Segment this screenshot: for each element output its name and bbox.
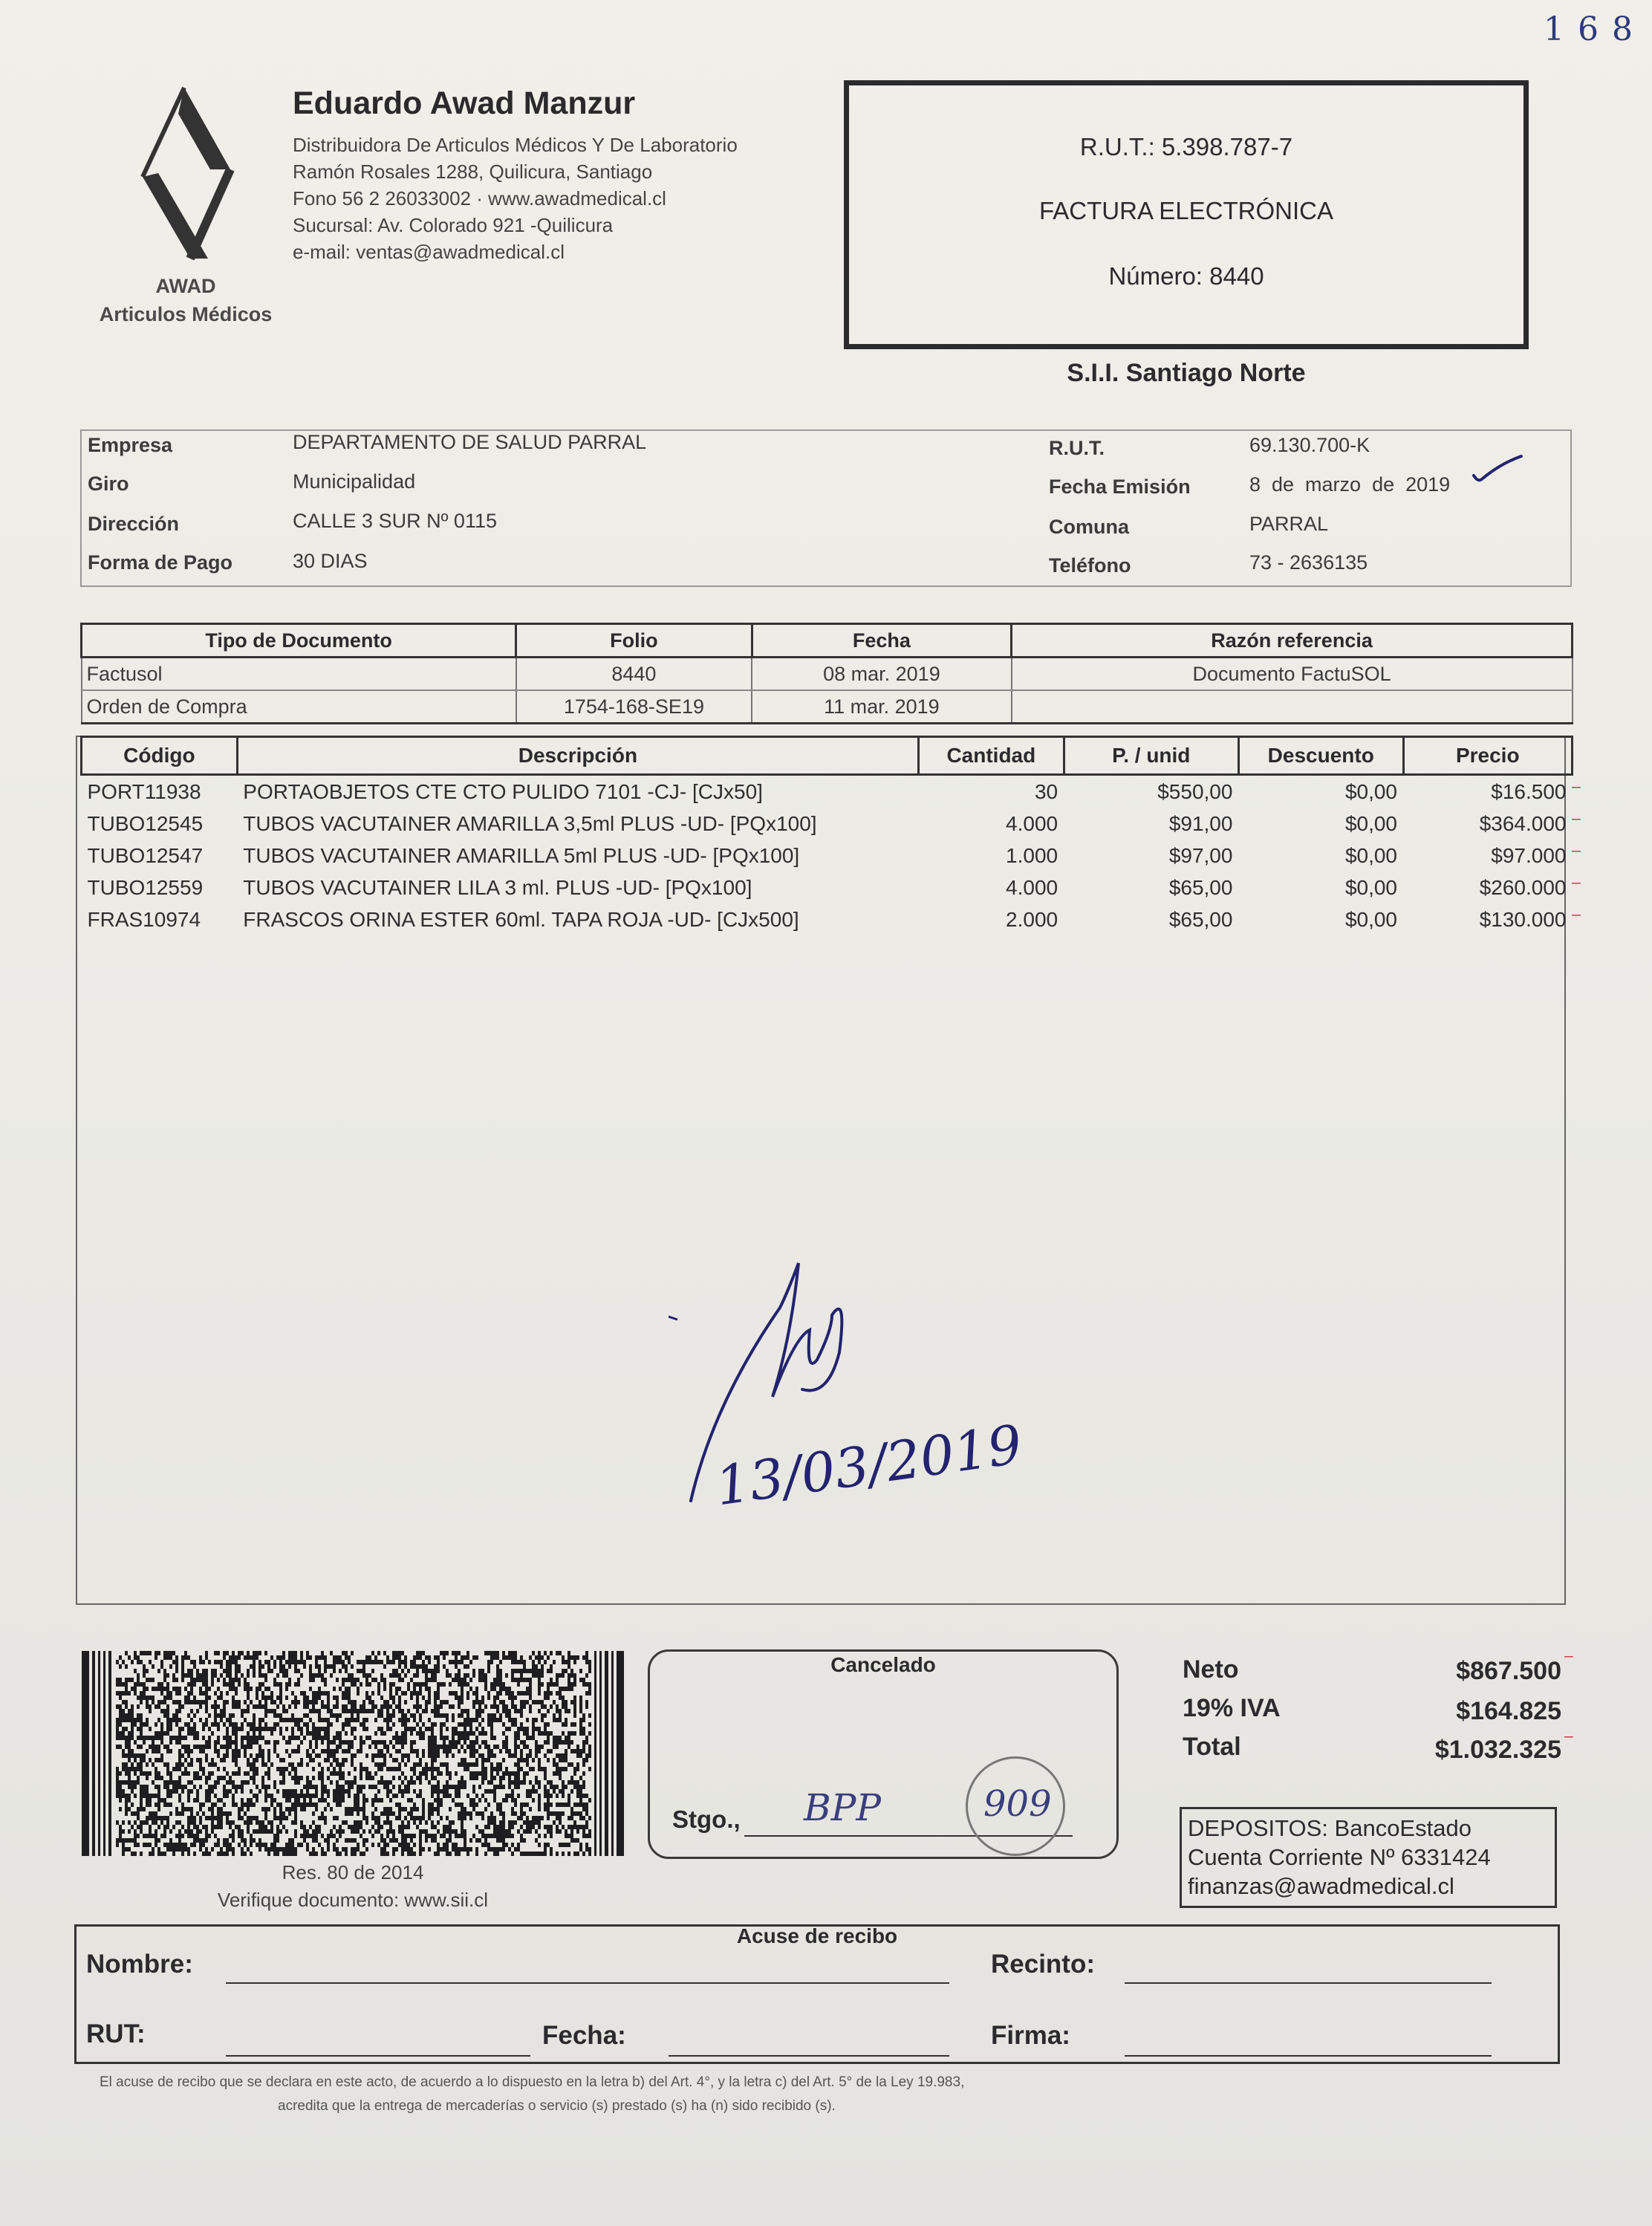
item-discount: $0,00	[1344, 811, 1398, 835]
item-description: TUBOS VACUTAINER AMARILLA 5ml PLUS -UD- [PQx100]	[243, 843, 800, 867]
resolution-text: Res. 80 de 2014	[282, 1861, 424, 1883]
telefono-value: 73 - 2636135	[1249, 551, 1368, 574]
company-line: Fono 56 2 26033002 · www.awadmedical.cl	[293, 187, 666, 210]
deposit-account: Cuenta Corriente Nº 6331424	[1188, 1844, 1491, 1870]
items-table	[80, 736, 1573, 935]
item-quantity: 2.000	[1006, 907, 1058, 931]
company-name: Eduardo Awad Manzur	[293, 85, 636, 121]
ref-cell: 08 mar. 2019	[752, 658, 1011, 691]
recinto-label: Recinto:	[991, 1950, 1095, 1979]
verify-text: Verifique documento: www.sii.cl	[217, 1889, 489, 1911]
ref-cell: 11 mar. 2019	[752, 690, 1011, 724]
deposit-bank: DEPOSITOS: BancoEstado	[1188, 1815, 1471, 1841]
item-unit-price: $91,00	[1168, 811, 1233, 835]
item-discount: $0,00	[1344, 875, 1398, 899]
total-label: Total	[1183, 1733, 1241, 1761]
table-row	[82, 903, 1573, 935]
company-line: Distribuidora De Articulos Médicos Y De Laboratorio	[293, 134, 738, 156]
item-unit-price: $550,00	[1157, 779, 1233, 803]
item-discount: $0,00	[1344, 779, 1398, 803]
nombre-label: Nombre:	[86, 1950, 193, 1979]
firma-label: Firma:	[991, 2021, 1070, 2050]
logo-text-awad: AWAD	[155, 275, 216, 297]
company-logo	[132, 80, 244, 266]
item-code: TUBO12559	[87, 875, 204, 899]
deposit-email: finanzas@awadmedical.cl	[1188, 1873, 1454, 1899]
item-price: $97.000	[1491, 843, 1567, 867]
red-tick-icon: ⁻	[1563, 1729, 1575, 1753]
item-quantity: 4.000	[1006, 875, 1058, 899]
item-code: FRAS10974	[87, 907, 201, 931]
neto-label: Neto	[1183, 1655, 1239, 1684]
items-header: Precio	[1403, 737, 1572, 775]
item-quantity: 1.000	[1006, 843, 1058, 867]
item-description: TUBOS VACUTAINER AMARILLA 3,5ml PLUS -UD- [PQx100]	[243, 811, 817, 835]
red-tick-icon: ⁻	[1570, 875, 1582, 900]
red-tick-icon: ⁻	[1570, 779, 1582, 804]
item-code: PORT11938	[87, 779, 201, 803]
items-header: Código	[82, 737, 238, 775]
item-unit-price: $65,00	[1168, 875, 1233, 899]
pdf417-barcode	[82, 1651, 624, 1856]
handwritten-initials: BPP	[804, 1786, 882, 1829]
handwritten-number: 909	[983, 1783, 1052, 1825]
item-code: TUBO12547	[87, 843, 204, 867]
red-tick-icon: ⁻	[1570, 907, 1582, 932]
firma-line	[1125, 2055, 1492, 2057]
table-row	[82, 808, 1573, 840]
company-line: Sucursal: Av. Colorado 921 -Quilicura	[293, 214, 614, 236]
ref-header: Razón referencia	[1012, 624, 1573, 658]
empresa-label: Empresa	[88, 434, 173, 456]
iva-value: $164.825	[1456, 1697, 1561, 1725]
logo-text-subtitle: Articulos Médicos	[99, 303, 273, 325]
ref-cell: Documento FactuSOL	[1012, 658, 1573, 691]
ref-cell: 1754-168-SE19	[516, 690, 752, 724]
acuse-title: Acuse de recibo	[736, 1924, 898, 1947]
table-row	[82, 658, 1573, 691]
telefono-label: Teléfono	[1049, 554, 1131, 577]
giro-label: Giro	[88, 473, 129, 495]
ref-header: Folio	[516, 624, 752, 658]
document-number: Número: 8440	[1108, 262, 1264, 290]
cancelled-title: Cancelado	[830, 1653, 936, 1676]
item-quantity: 30	[1034, 779, 1058, 803]
fecha-line	[669, 2055, 949, 2057]
fecha-emision-label: Fecha Emisión	[1049, 476, 1191, 498]
giro-value: Municipalidad	[293, 470, 416, 493]
forma-pago-label: Forma de Pago	[88, 551, 233, 574]
item-discount: $0,00	[1344, 907, 1398, 931]
handwritten-date: 13/03/2019	[712, 1412, 1026, 1518]
item-quantity: 4.000	[1006, 811, 1058, 835]
stgo-label: Stgo.,	[672, 1805, 741, 1833]
table-row	[82, 690, 1573, 724]
deposit-info-box	[1180, 1807, 1557, 1908]
company-line: e-mail: ventas@awadmedical.cl	[293, 241, 565, 263]
client-rut-value: 69.130.700-K	[1249, 434, 1370, 456]
table-row	[82, 872, 1573, 903]
item-unit-price: $97,00	[1168, 843, 1233, 867]
comuna-label: Comuna	[1049, 516, 1129, 538]
forma-pago-value: 30 DIAS	[293, 550, 368, 572]
checkmark-icon	[1471, 453, 1524, 486]
rut-label: RUT:	[86, 2019, 146, 2048]
neto-value: $867.500	[1456, 1657, 1561, 1685]
item-price: $16.500	[1491, 779, 1567, 803]
items-header: Cantidad	[919, 737, 1064, 775]
legal-footer-line: El acuse de recibo que se declara en este acto, de acuerdo a lo dispuesto en la letra b) del Art. 4°, y la letra c) del Art. 5° de la Ley 19.983,	[100, 2074, 965, 2090]
item-description: TUBOS VACUTAINER LILA 3 ml. PLUS -UD- [PQx100]	[243, 875, 752, 899]
references-table	[80, 623, 1573, 724]
item-unit-price: $65,00	[1168, 907, 1233, 931]
iva-label: 19% IVA	[1183, 1694, 1281, 1722]
table-row	[82, 840, 1573, 872]
issuer-rut: R.U.T.: 5.398.787-7	[1079, 133, 1293, 160]
ref-header: Fecha	[752, 624, 1011, 658]
item-price: $130.000	[1479, 907, 1567, 931]
table-row	[82, 775, 1573, 808]
fecha-label: Fecha:	[542, 2021, 626, 2050]
document-type: FACTURA ELECTRÓNICA	[1038, 197, 1334, 224]
company-line: Ramón Rosales 1288, Quilicura, Santiago	[293, 160, 653, 183]
client-rut-label: R.U.T.	[1049, 437, 1105, 459]
total-value: $1.032.325	[1434, 1736, 1561, 1764]
red-tick-icon: ⁻	[1570, 811, 1582, 836]
ref-cell: Orden de Compra	[82, 690, 516, 724]
item-code: TUBO12545	[87, 811, 204, 835]
red-tick-icon: ⁻	[1570, 843, 1582, 868]
empresa-value: DEPARTAMENTO DE SALUD PARRAL	[293, 431, 647, 453]
document-id-box	[844, 80, 1529, 349]
sii-office: S.I.I. Santiago Norte	[1067, 359, 1306, 387]
items-header: P. / unid	[1064, 737, 1238, 775]
ref-cell	[1012, 690, 1573, 724]
ref-cell: Factusol	[82, 658, 516, 691]
items-header: Descripción	[237, 737, 918, 775]
item-discount: $0,00	[1344, 843, 1398, 867]
recinto-line	[1125, 1982, 1492, 1984]
items-header: Descuento	[1238, 737, 1403, 775]
rut-line	[226, 2055, 530, 2057]
fecha-emision-value: 8 de marzo de 2019	[1249, 473, 1451, 496]
item-price: $260.000	[1479, 875, 1567, 899]
ref-header: Tipo de Documento	[82, 624, 516, 658]
page-number: 1 6 8	[1544, 10, 1634, 48]
legal-footer-line: acredita que la entrega de mercaderías o servicio (s) prestado (s) ha (n) sido recibido (s).	[278, 2098, 836, 2114]
red-tick-icon: ⁻	[1563, 1649, 1575, 1673]
direccion-value: CALLE 3 SUR Nº 0115	[293, 510, 497, 532]
comuna-value: PARRAL	[1249, 513, 1329, 535]
item-description: FRASCOS ORINA ESTER 60ml. TAPA ROJA -UD- [CJx500]	[243, 907, 799, 931]
item-price: $364.000	[1479, 811, 1567, 835]
ref-cell: 8440	[516, 658, 752, 691]
direccion-label: Dirección	[88, 513, 180, 535]
item-description: PORTAOBJETOS CTE CTO PULIDO 7101 -CJ- [CJx50]	[243, 779, 763, 803]
nombre-line	[226, 1982, 949, 1984]
